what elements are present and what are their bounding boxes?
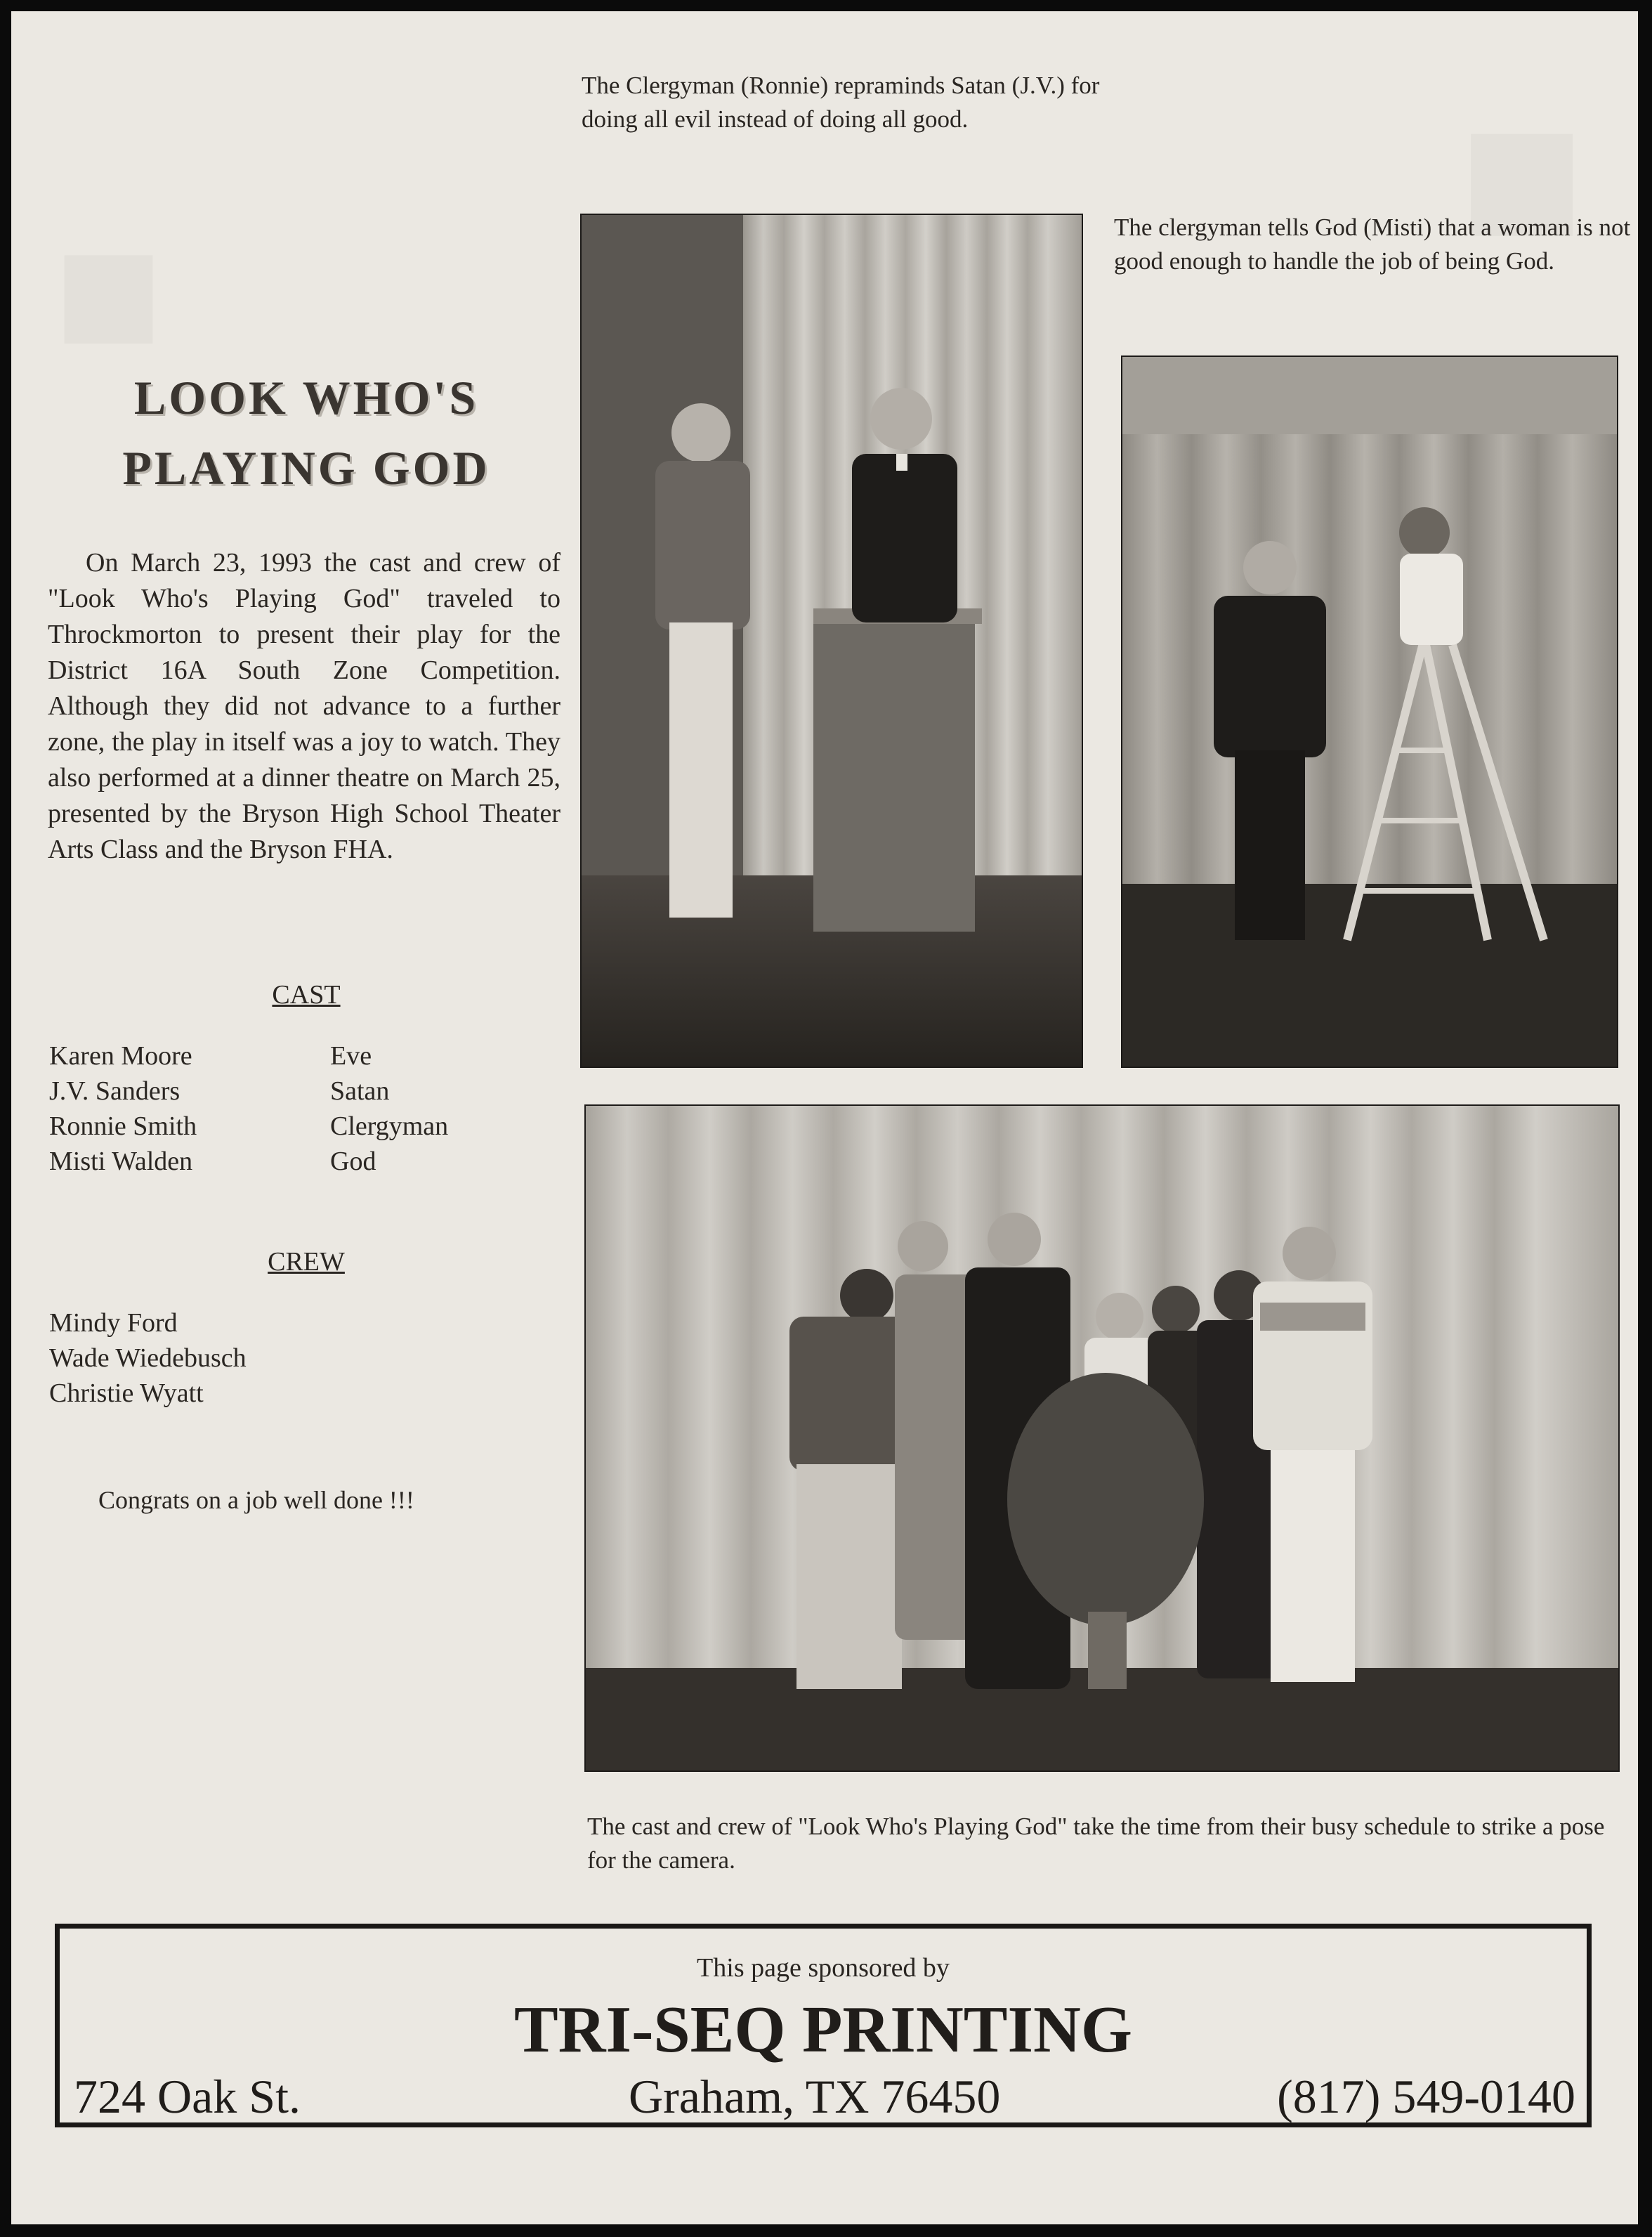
cast-role: Clergyman <box>330 1111 449 1141</box>
background-watermark-right: ■ <box>1458 57 1586 293</box>
cast-name: Karen Moore <box>49 1041 192 1071</box>
article-body: On March 23, 1993 the cast and crew of "Look Who's Playing God" traveled to Throckmorton to present their play for the District 16A South Zone Competition. Although they did not advance to a further zone, the play in itself was a joy to watch. They also performed at a dinner theatre on March 25, presented by the Bryson High School Theater Arts Class and the Bryson FHA. <box>48 548 560 864</box>
cast-heading: CAST <box>272 980 341 1010</box>
sponsor-street: 724 Oak St. <box>74 2070 301 2123</box>
photo-clergyman-god-image <box>1122 357 1617 1067</box>
article-title: LOOK WHO'S PLAYING GOD <box>122 371 490 495</box>
photo1-caption: The Clergyman (Ronnie) repraminds Satan (J.V.) for doing all evil instead of doing all good. <box>582 72 1100 133</box>
closing-note: Congrats on a job well done !!! <box>98 1486 414 1514</box>
cast-name: Misti Walden <box>49 1147 193 1176</box>
photo-cast-and-crew <box>584 1104 1620 1772</box>
cast-name: J.V. Sanders <box>49 1076 181 1106</box>
crew-list <box>49 1305 247 1411</box>
sponsor-name: TRI-SEQ PRINTING <box>513 1993 1133 2066</box>
sponsor-phone: (817) 549-0140 <box>1277 2070 1575 2123</box>
yearbook-page <box>11 11 1638 2224</box>
photo-clergyman-satan <box>580 214 1083 1068</box>
cast-row <box>49 1144 448 1179</box>
cast-role: Eve <box>330 1041 372 1071</box>
cast-role: God <box>330 1147 376 1176</box>
crew-member: Wade Wiedebusch <box>49 1343 247 1373</box>
photo-clergyman-satan-image <box>582 215 1082 1067</box>
sponsor-city: Graham, TX 76450 <box>629 2070 1001 2123</box>
cast-row <box>49 1109 448 1144</box>
photo-clergyman-god <box>1121 356 1618 1068</box>
cast-name: Ronnie Smith <box>49 1111 197 1141</box>
cast-row <box>49 1074 448 1109</box>
crew-member: Christie Wyatt <box>49 1378 204 1408</box>
sponsor-intro: This page sponsored by <box>697 1953 950 1983</box>
crew-member: Mindy Ford <box>49 1308 178 1338</box>
cast-list <box>49 1038 448 1179</box>
photo-cast-and-crew-image <box>586 1106 1618 1770</box>
background-watermark-left: ■ <box>53 190 164 393</box>
cast-row <box>49 1038 448 1074</box>
sponsor-box <box>55 1924 1592 2127</box>
crew-heading: CREW <box>268 1247 345 1277</box>
photo2-caption: The clergyman tells God (Misti) that a woman is not good enough to handle the job of being God. <box>1114 214 1631 275</box>
cast-role: Satan <box>330 1076 390 1106</box>
photo3-caption: The cast and crew of "Look Who's Playing God" take the time from their busy schedule to strike a pose for the camera. <box>587 1813 1605 1874</box>
